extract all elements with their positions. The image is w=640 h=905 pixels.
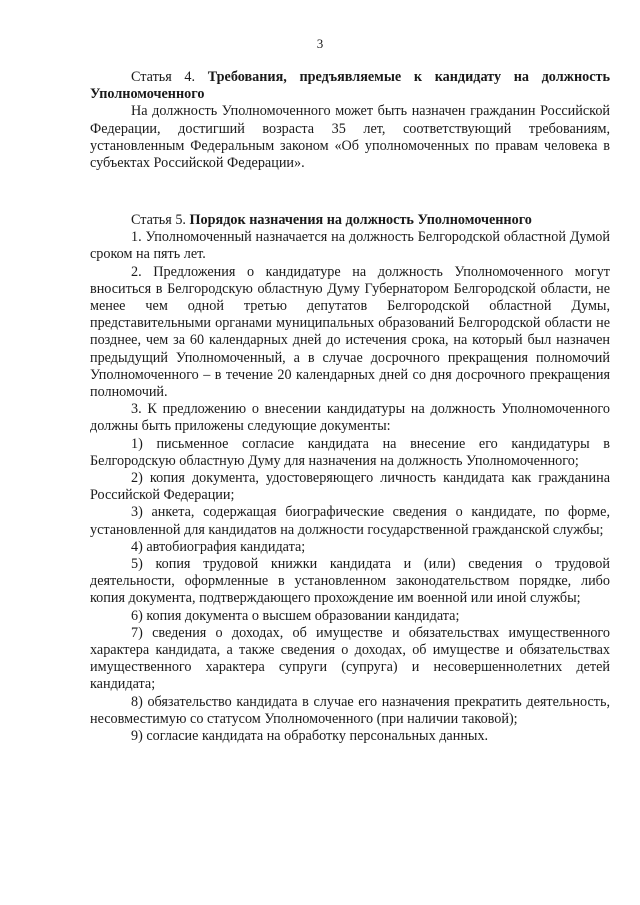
- article-4: [90, 69, 610, 172]
- article-5-heading: [90, 212, 610, 229]
- document-list-item-8: 8) обязательство кандидата в случае его назначения прекратить деятельность, несовместимую со статусом Уполномоченного (при наличии таковой);: [90, 693, 610, 727]
- article-5-paragraph-3: 3. К предложению о внесении кандидатуры на должность Уполномоченного должны быть приложены следующие документы:: [90, 401, 610, 435]
- document-list-item-4: 4) автобиография кандидата;: [131, 538, 306, 555]
- article-4-paragraph: На должность Уполномоченного может быть назначен гражданин Российской Федерации, достигший возраста 35 лет, соответствующий требованиям, установленным Федеральным законом «Об уполномоченных по правам человека в субъектах Российской Федерации».: [90, 103, 610, 172]
- document-list-item-1: 1) письменное согласие кандидата на внесение его кандидатуры в Белгородскую областную Думу для назначения на должность Уполномоченного;: [90, 435, 610, 469]
- document-list-item-5: 5) копия трудовой книжки кандидата и (или) сведения о трудовой деятельности, оформленные в установленном законодательством порядке, либо копия документа, подтверждающего прохождение им военной или иной службы;: [90, 556, 610, 607]
- document-list-item-9: 9) согласие кандидата на обработку персональных данных.: [131, 728, 489, 745]
- article-4-title: Требования, предъявляемые к кандидату на должность Уполномоченного: [90, 69, 610, 103]
- article-5-title: Порядок назначения на должность Уполномоченного: [189, 212, 532, 228]
- article-4-label: Статья 4.: [131, 69, 196, 85]
- article-5-paragraph-2: 2. Предложения о кандидатуре на должность Уполномоченного могут вноситься в Белгородскую областную Думу Губернатором Белгородской области, не менее чем одной третью депутатов Белгородской областной Думы, представительными органами муниципальных образований Белгородской области не позднее, чем за 60 календарных дней до истечения срока, на который был назначен предыдущий Уполномоченный, а в случае досрочного прекращения полномочий Уполномоченного – в течение 20 календарных дней со дня досрочного прекращения полномочий.: [90, 263, 610, 401]
- page-number: 3: [316, 36, 324, 51]
- article-5-label: Статья 5.: [131, 212, 186, 228]
- document-list-item-6: 6) копия документа о высшем образовании кандидата;: [131, 607, 460, 624]
- document-list-item-3: 3) анкета, содержащая биографические сведения о кандидате, по форме, установленной для кандидатов на должности государственной гражданской службы;: [90, 504, 610, 538]
- document-list-item-2: 2) копия документа, удостоверяющего личность кандидата как гражданина Российской Федерации;: [90, 470, 610, 504]
- document-list-item-7: 7) сведения о доходах, об имуществе и обязательствах имущественного характера кандидата, а также сведения о доходах, об имуществе и обязательствах имущественного характера супруги (супруга) и несовершеннолетних детей кандидата;: [90, 624, 610, 693]
- article-5: [90, 212, 610, 745]
- article-5-paragraph-1: 1. Уполномоченный назначается на должность Белгородской областной Думой сроком на пять лет.: [90, 229, 610, 263]
- article-4-heading: [90, 69, 610, 103]
